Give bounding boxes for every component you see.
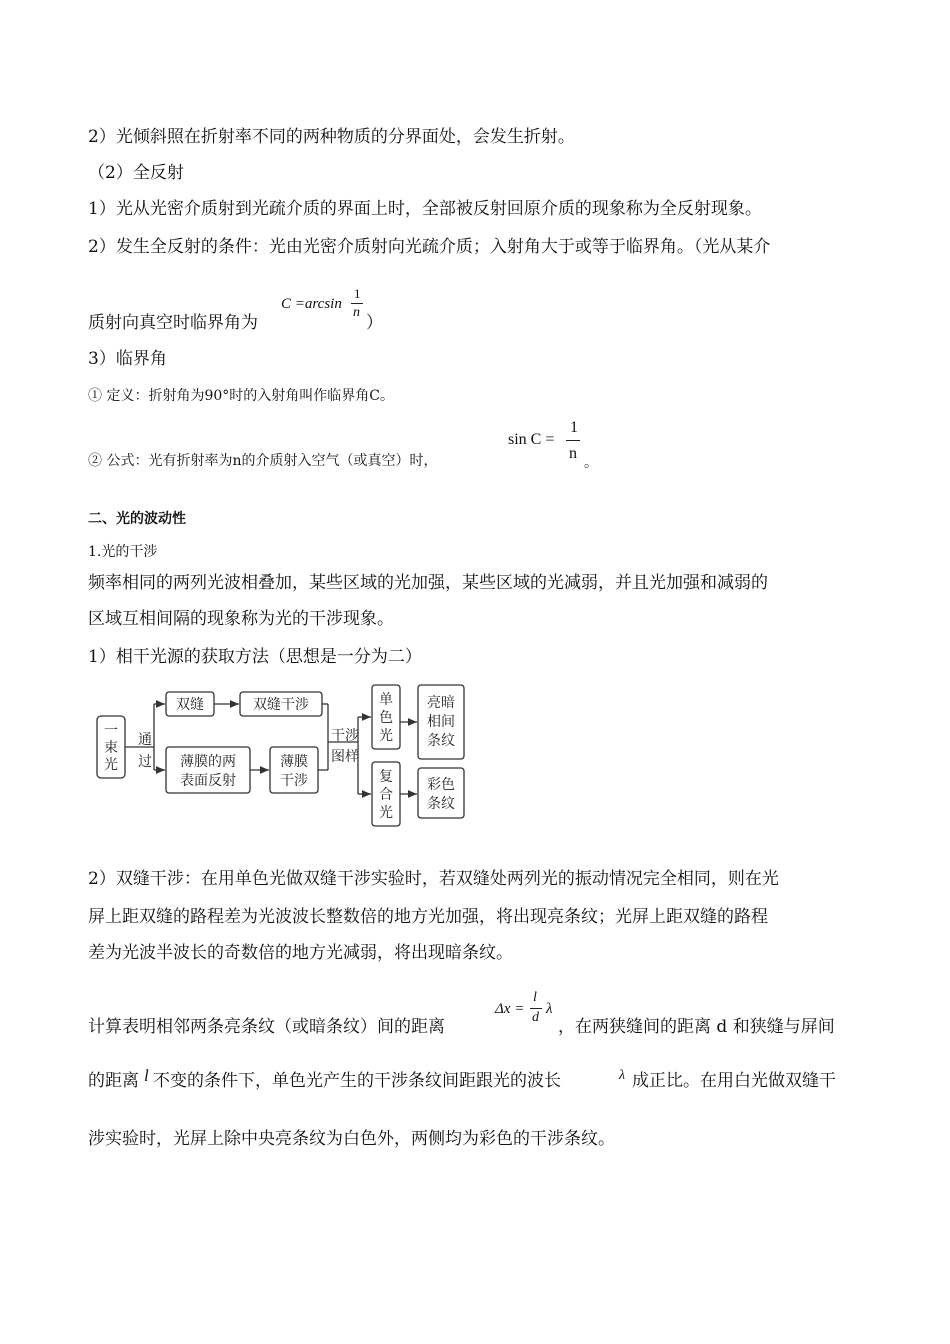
diagram-composite-2: 合 (379, 787, 393, 803)
text-line: 1）相干光源的获取方法（思想是一分为二） (88, 647, 422, 667)
diagram-mono-1: 单 (379, 692, 393, 708)
diagram-thin-film-2: 表面反射 (180, 773, 236, 789)
diagram-composite-3: 光 (379, 805, 393, 821)
diagram-thin-film-1: 薄膜的两 (180, 754, 236, 770)
section-heading: 二、光的波动性 (88, 511, 186, 527)
text-line: 涉实验时，光屏上除中央亮条纹为白色外，两侧均为彩色的干涉条纹。 (88, 1129, 615, 1149)
text-line: 差为光波半波长的奇数倍的地方光减弱，将出现暗条纹。 (88, 943, 513, 963)
text-line: 质射向真空时临界角为 (88, 313, 258, 333)
text-line: 成正比。在用白光做双缝干 (632, 1071, 836, 1091)
text-line: 区域互相间隔的现象称为光的干涉现象。 (88, 609, 394, 629)
text-line: 。 (584, 455, 598, 471)
diagram-double-slit-interference: 双缝干涉 (253, 697, 309, 713)
symbol-lambda: λ (619, 1068, 626, 1083)
diagram-film-interference-2: 干涉 (280, 773, 308, 789)
text-line: 频率相同的两列光波相叠加，某些区域的光加强，某些区域的光减弱，并且光加强和减弱的 (88, 573, 768, 593)
coherent-light-diagram (88, 682, 478, 830)
diagram-source-2: 束 (104, 740, 118, 756)
formula-line: ② 公式：光有折射率为n的介质射入空气（或真空）时， (88, 453, 438, 469)
text-line: ，在两狭缝间的距离 d 和狭缝与屏间 (558, 1017, 835, 1037)
diagram-double-slit: 双缝 (176, 697, 204, 713)
text-line: 的距离 (88, 1071, 139, 1091)
diagram-mono-2: 色 (379, 710, 393, 726)
diagram-via-1: 通 (138, 732, 152, 748)
text-line: ） (366, 313, 383, 333)
diagram-source-3: 光 (104, 757, 118, 773)
diagram-pattern-1: 干涉 (331, 728, 359, 744)
symbol-l: l (144, 1066, 149, 1085)
text-line: 1）光从光密介质射到光疏介质的界面上时，全部被反射回原介质的现象称为全反射现象。 (88, 199, 762, 219)
subsection-heading: 1.光的干涉 (88, 544, 158, 560)
diagram-source-1: 一 (104, 723, 118, 739)
text-line: 2）双缝干涉：在用单色光做双缝干涉实验时，若双缝处两列光的振动情况完全相同，则在光 (88, 869, 779, 889)
subheading-critical-angle: 3）临界角 (88, 349, 167, 369)
diagram-pattern-2: 图样 (331, 749, 359, 765)
text-line: 不变的条件下，单色光产生的干涉条纹间距跟光的波长 (153, 1071, 561, 1091)
text-line: 计算表明相邻两条亮条纹（或暗条纹）间的距离 (88, 1017, 445, 1037)
diagram-bright-dark-3: 条纹 (427, 733, 455, 749)
diagram-color-fringes-2: 条纹 (427, 796, 455, 812)
diagram-mono-3: 光 (379, 728, 393, 744)
subheading-total-reflection: （2）全反射 (88, 163, 184, 183)
diagram-composite-1: 复 (379, 769, 393, 785)
diagram-film-interference-1: 薄膜 (280, 754, 308, 770)
text-line: 屏上距双缝的路程差为光波波长整数倍的地方光加强，将出现亮条纹；光屏上距双缝的路程 (88, 907, 768, 927)
diagram-bright-dark-1: 亮暗 (427, 695, 455, 711)
diagram-color-fringes-1: 彩色 (427, 777, 455, 793)
text-line: 2）光倾斜照在折射率不同的两种物质的分界面处，会发生折射。 (88, 127, 575, 147)
text-line: 2）发生全反射的条件：光由光密介质射向光疏介质；入射角大于或等于临界角。（光从某介 (88, 237, 771, 257)
diagram-bright-dark-2: 相间 (427, 714, 455, 730)
diagram-via-2: 过 (138, 754, 152, 770)
definition-line: ① 定义：折射角为90°时的入射角叫作临界角C。 (88, 388, 394, 404)
